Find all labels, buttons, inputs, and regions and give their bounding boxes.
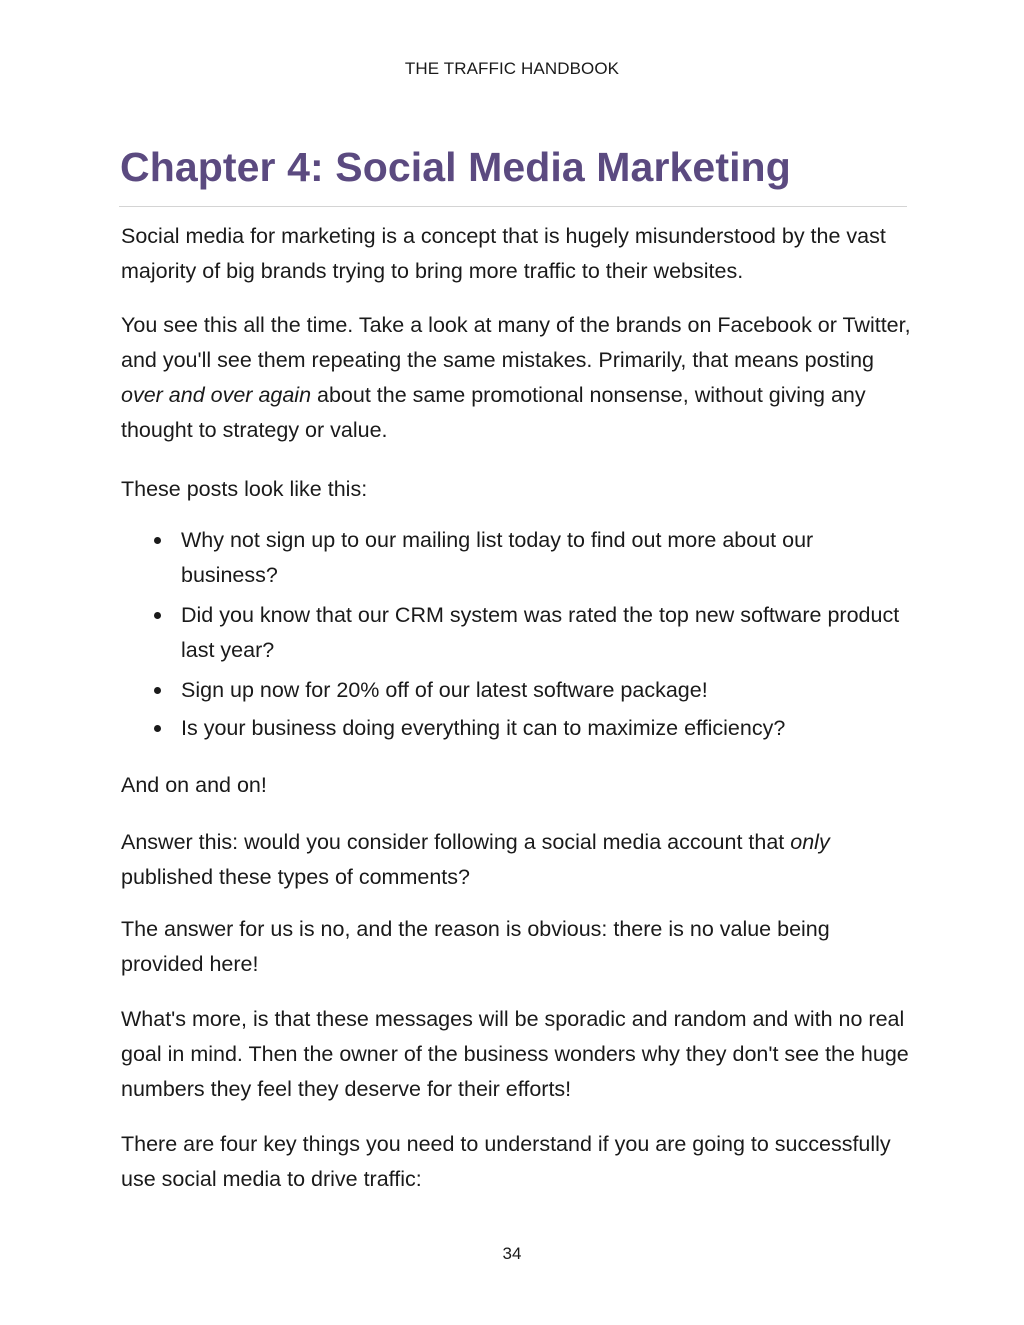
chapter-title: Chapter 4: Social Media Marketing [120,144,791,190]
list-item [181,523,911,593]
paragraph-intro: Social media for marketing is a concept that is hugely misunderstood by the vast majority of big brands trying to bring more traffic to their websites. [121,224,886,283]
page-number: 34 [502,1244,522,1263]
list-item [181,673,911,708]
paragraph-question-text-end: published these types of comments? [121,865,470,889]
bullet-icon [154,725,161,732]
bullet-icon [154,537,161,544]
chapter-body [121,219,911,1197]
paragraph-mistakes-text-start: You see this all the time. Take a look at many of the brands on Facebook or Twitter, and you'll see them repeating the same mistakes. Primarily, that means posting [121,313,911,372]
paragraph-mistakes-text-end: about the same promotional nonsense, without giving any thought to strategy or value. [121,383,866,442]
paragraph-question-text-start: Answer this: would you consider following a social media account that [121,830,791,854]
list-item-text: Sign up now for 20% off of our latest software package! [181,678,708,702]
bullet-icon [154,687,161,694]
paragraph-answer: The answer for us is no, and the reason is obvious: there is no value being provided here! [121,917,830,976]
paragraph-question-emphasis: only [790,830,830,854]
list-item-text: Is your business doing everything it can to maximize efficiency? [181,716,786,740]
running-header: THE TRAFFIC HANDBOOK [404,59,620,78]
paragraph-and-on: And on and on! [121,773,267,797]
paragraph-mistakes-emphasis: over and over again [121,383,312,407]
paragraph-mistakes [121,308,911,448]
list-item-text: Why not sign up to our mailing list today to find out more about our business? [181,528,814,587]
paragraph-question [121,825,911,895]
title-divider [119,206,907,207]
list-item [181,598,911,668]
list-item [181,711,911,746]
bullet-icon [154,612,161,619]
example-posts-list [121,523,911,746]
list-item-text: Did you know that our CRM system was rated the top new software product last year? [181,603,900,662]
paragraph-whats-more: What's more, is that these messages will be sporadic and random and with no real goal in mind. Then the owner of the business wonders why they don't see the huge numbers they feel they deserve for their efforts! [121,1007,909,1101]
paragraph-posts-intro: These posts look like this: [121,477,368,501]
paragraph-four-things: There are four key things you need to understand if you are going to successfully use social media to drive traffic: [121,1132,891,1191]
